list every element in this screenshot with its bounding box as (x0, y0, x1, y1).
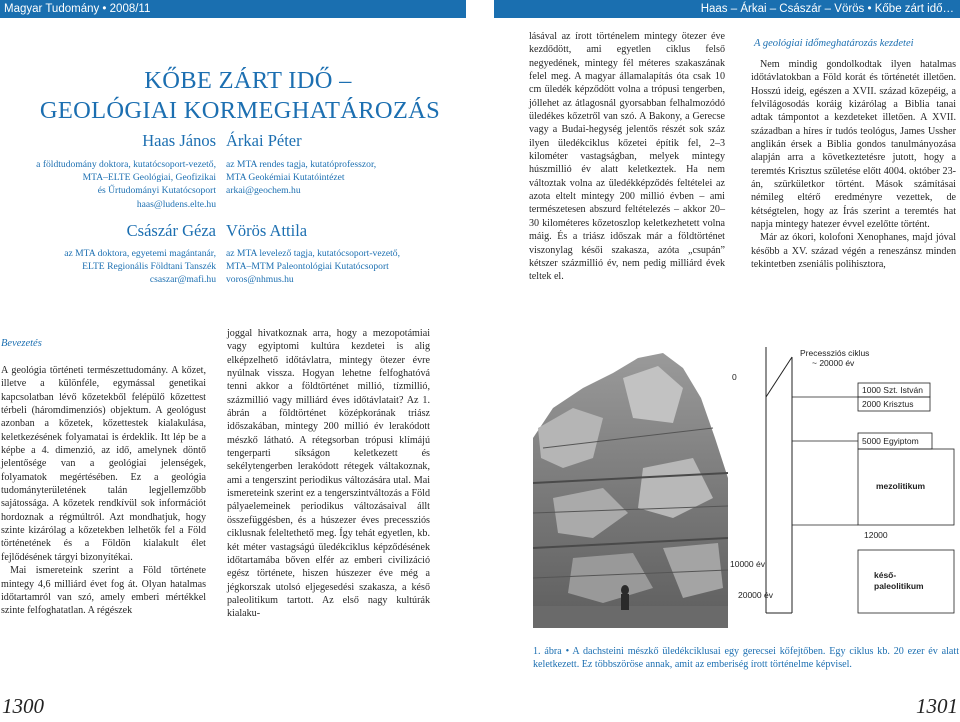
page-number-right: 1301 (916, 694, 958, 718)
paragraph: Mai ismereteink szerint a Föld története mintegy 4,6 milliárd évet fog át. Olyan hatalmas időtartamról van szó, amely emberi mértékkel szinte felfoghatatlan. A régészek (1, 565, 206, 617)
label-szt-istvan: 1000 Szt. István (862, 385, 923, 395)
figure-caption: 1. ábra • A dachsteini mészkő üledékciklusai egy gerecsei kőfejtőben. Egy ciklus kb. 20 ezer év alatt keletkezett. Ez többszöröse annak, amit az emberiség írott történelme képvisel. (533, 646, 959, 671)
article-title-line2: GEOLÓGIAI KORMEGHATÁROZÁS (39, 97, 441, 124)
label-krisztus: 2000 Krisztus (862, 399, 914, 409)
author-name-voros: Vörös Attila (226, 221, 308, 240)
diagram-zero-label: 0 (732, 372, 737, 382)
label-paleolitikum: paleolitikum (874, 581, 924, 591)
diagram-title-line1: Precessziós ciklus (800, 348, 870, 358)
diagram-title-line2: ~ 20000 év (812, 358, 855, 368)
label-12000: 12000 (864, 530, 888, 540)
label-20000-ev: 20000 év (738, 590, 773, 600)
label-10000-ev: 10000 év (730, 559, 765, 569)
article-title-line1: KŐBE ZÁRT IDŐ – (144, 67, 352, 94)
author-affiliation-voros: az MTA levelező tagja, kutatócsoport-vezető, MTA–MTM Paleontológiai Kutatócsoport voros@nhmus.hu (226, 248, 400, 286)
author-affiliation-arkai: az MTA rendes tagja, kutatóprofesszor, MTA Geokémiai Kutatóintézet arkai@geochem.hu (226, 159, 377, 197)
author-name-csaszar: Császár Géza (126, 221, 216, 240)
section-heading-introduction: Bevezetés (1, 338, 42, 349)
author-name-arkai: Árkai Péter (226, 131, 302, 150)
author-affiliation-csaszar: az MTA doktora, egyetemi magántanár, ELTE Regionális Földtani Tanszék csaszar@mafi.hu (64, 248, 216, 286)
author-affiliation-haas: a földtudomány doktora, kutatócsoport-vezető, MTA–ELTE Geológiai, Geofizikai és Űrtudományi Kutatócsoport haas@ludens.elte.hu (36, 159, 216, 210)
text-column-4 (751, 58, 956, 272)
label-egyiptom: 5000 Egyiptom (862, 436, 919, 446)
paragraph: lásával az írott történelem mintegy ötezer éve kezdődött, ami egyetlen ciklus felső negyedének, mintegy fél méteres szakaszának felel meg. A magyar államalapítás óta csak 10 cm üledék képződött volna a trópusi tengerben, jóllehet az átlagosnál gyorsabban felhalmozódó üledékes kőzetről van szó. A Bakony, a Gerecse vagy a Budai-hegység jelentős részét sok száz ilyen üledékciklus kőzetei építik fel, 2–3 kilométer vastagságban, melyek mintegy húszmillió év alatt keletkeztek. Ha nem változtak volna az üledékképződés feltételei az azota eltelt mintegy 200 millió évben – ami természetesen abszurd feltételezés – akkor 20–30 kilométeres kőzetoszlop keletkezhetett volna máig. És a triász időszak már a földtörténet viszonylag késői szakasza, azóta „csupán” kétszer százmillió év, nem pedig milliárd évek teltek el. (529, 31, 725, 283)
label-mezolitikum: mezolitikum (876, 481, 926, 491)
paragraph: A geológia történeti természettudomány. A kőzet, illetve a különféle, egymással genetikai kapcsolatban lévő kőzetekből felépülő kőzettest térbeli (háromdimenziós) objektum. A geológust azonban a kőzetek, kőzettestek kialakulása, keletkezésének folyamatai is érdeklik. Itt lép be a képbe a 4. dimenzió, az idő, amelynek döntő jelentősége van a geológiai jelenségek, folyamatok megértésében. Ez a geológia tudományterületének talán legjellemzőbb sajátossága. A kőzetek rendkívül sok információt hordoznak a régmúltról. Azt mondhatjuk, hogy szinte kizárólag a kőzetekben lelhetők fel a Föld történetének és a Földön kialakult élet fejlődésének tárgyi bizonyítékai. (1, 365, 206, 563)
author-name-haas: Haas János (142, 131, 216, 150)
text-column-1 (1, 364, 206, 618)
running-header-left: Magyar Tudomány • 2008/11 (0, 0, 466, 18)
quarry-photo (533, 348, 728, 628)
page-number-left: 1300 (2, 694, 44, 718)
person-figure (621, 585, 629, 595)
paragraph: Nem mindig gondolkodtak ilyen hatalmas időtávlatokban a Föld korát és történetét illetően. Hosszú ideig, egészen a XVII. század közepéig, a felvilágosodás koráig kizárólag a Biblia tanai adtak támpontot a kezdeteket illetően. A XVII. században a híres ír tudós teológus, James Ussher anglikán érsek a Biblia gondos tanulmányozása alapján arra a következtetésre jutott, hogy a teremtés Krisztus születése előtt 4004. október 23-án, szürkületkor történt. Mások számításai némileg eltérő eredményre vezettek, de kétségtelen, hogy az Írás szerint a teremtés hat napja mintegy hatezer évvel ezelőtte történt. (751, 59, 956, 231)
running-header-right: Haas – Árkai – Császár – Vörös • Kőbe zárt idő… (494, 0, 960, 18)
text-column-2 (227, 327, 430, 621)
paragraph: Már az ókori, kolofoni Xenophanes, majd jóval később a XV. század végén a reneszánsz minden tekintetben zseniális polihisztora, (751, 232, 956, 271)
paragraph: joggal hivatkoznak arra, hogy a mezopotámiai vagy egyiptomi kultúra kezdetei is alig elképzelhető időtávlatra, mintegy ötezer évre nyúlnak vissza. Hogyan lehetne felfoghatóvá tenni akkor a földtörténet millió, tízmillió, százmillió vagy milliárd éves időtávlatait? Az 1. ábrán a földtörténet középkorának triász időszakában, mintegy 200 millió év lerakódott mészkő látható. A rétegsorban trópusi klímájú tengerparti síkságon keletkezett és sekélytengerben lerakódott rétegek váltakoznak, ami a tengerszint periodikus változására utal. Mai ismereteink szerint ez a tengerszintváltozás a Föld pályaelemeinek periodikus változásaival állt összefüggésben, és a húszezer éves precessziós ciklusnak feleltethető meg. Így tehát egyetlen, kb. két méter vastagságú üledékciklus képződésének időtartamába bőven elfér az emberi civilizáció egész története, hiszen húszezer éve még a jégkorszak utolsó eljegesedési szakasza, a késő paleolitikum tartott. Az első nagy kultúrák kialaku- (227, 328, 430, 620)
label-keso: késő- (874, 570, 897, 580)
text-column-3 (529, 30, 725, 284)
subsection-heading: A geológiai időmeghatározás kezdetei (754, 38, 914, 49)
precession-cycle-diagram (730, 345, 958, 630)
